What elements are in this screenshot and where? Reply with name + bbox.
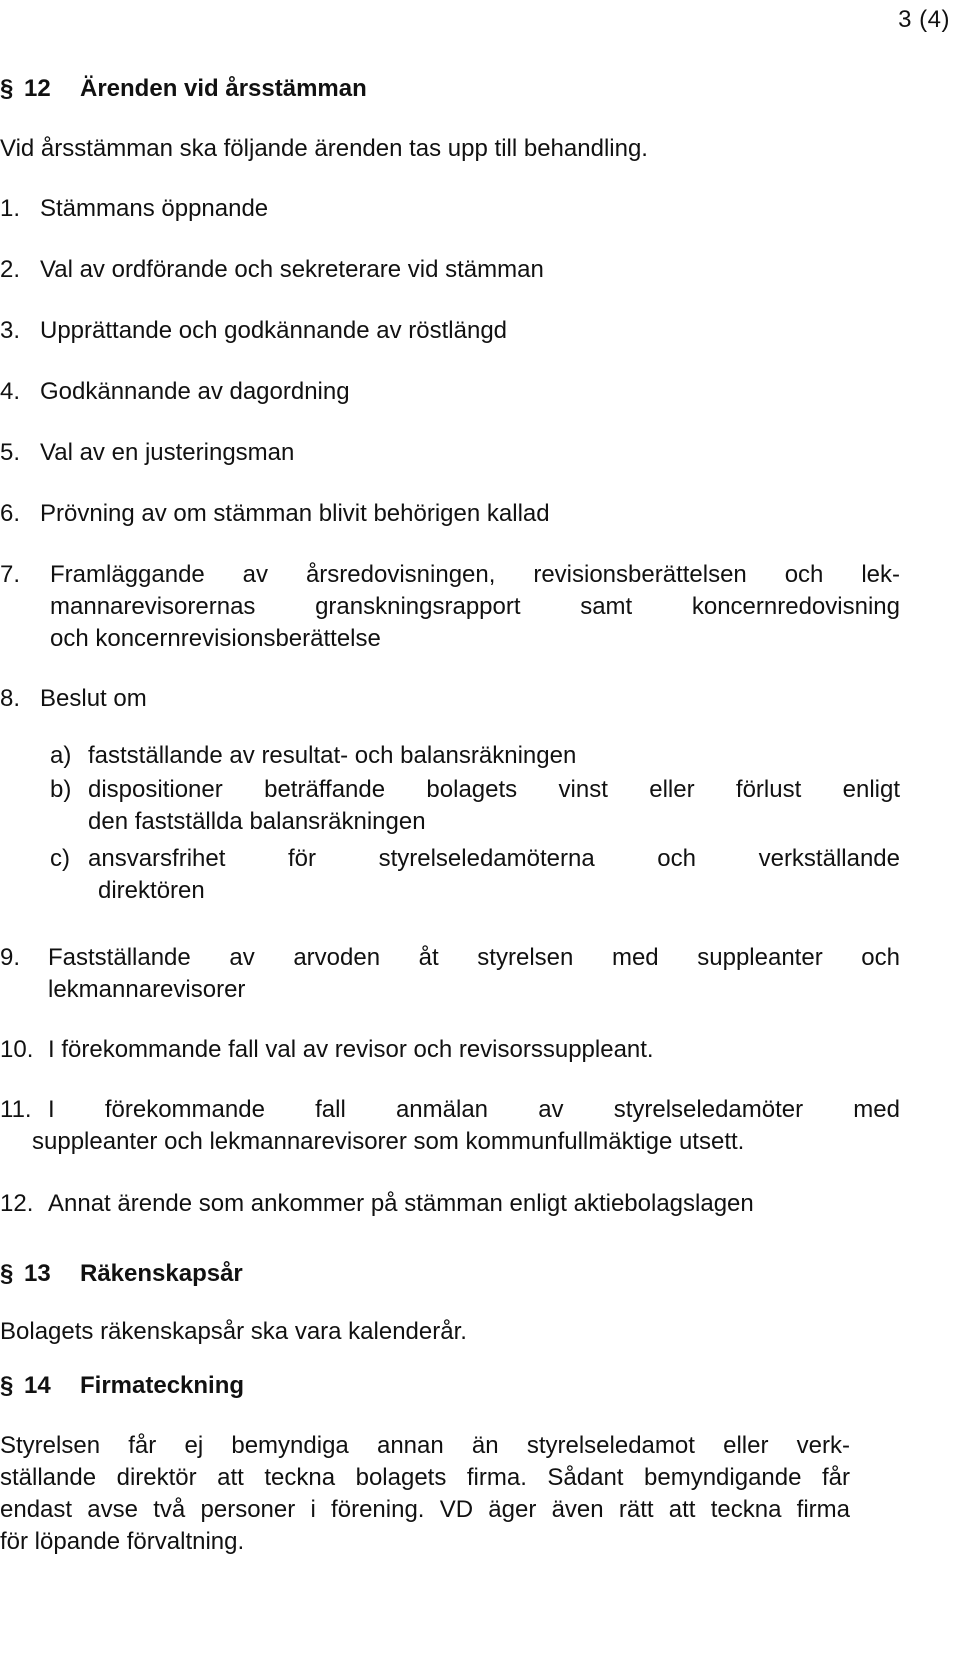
agenda-item-text: Beslut om: [40, 685, 147, 712]
decision-item-line: dispositioner beträffande bolagets vinst eller förlust enligt: [88, 776, 900, 803]
section-intro: Vid årsstämman ska följande ärenden tas upp till behandling.: [0, 135, 648, 162]
section-text-line: för löpande förvaltning.: [0, 1528, 245, 1555]
section-heading-14: [0, 1370, 900, 1410]
agenda-item-12: [0, 1188, 900, 1220]
section-text-line: endast avse två personer i förening. VD äger även rätt att teckna firma: [0, 1496, 850, 1523]
agenda-item-10: [0, 1034, 900, 1066]
agenda-item-text: Godkännande av dagordning: [40, 378, 350, 405]
section-sign: §: [0, 1260, 14, 1287]
decision-item-text: [88, 774, 900, 838]
agenda-item-text: Stämmans öppnande: [40, 195, 269, 222]
agenda-item-3: [0, 315, 900, 347]
section-title: Firmateckning: [80, 1372, 245, 1399]
section-text: Bolagets räkenskapsår ska vara kalenderår.: [0, 1318, 467, 1345]
agenda-item-number: 7.: [0, 561, 21, 588]
agenda-item-9: [0, 942, 900, 1006]
section-number: 13: [24, 1260, 51, 1287]
agenda-item-4: [0, 376, 900, 408]
decision-item-line: direktören: [98, 877, 205, 904]
agenda-item-line: och koncernrevisionsberättelse: [50, 625, 381, 652]
agenda-item-text: [48, 942, 900, 1006]
agenda-item-text: Val av ordförande och sekreterare vid stämman: [40, 256, 544, 283]
decision-item-label: c): [50, 845, 70, 872]
agenda-item-number: 5.: [0, 439, 21, 466]
section-title: Ärenden vid årsstämman: [80, 75, 367, 102]
agenda-item-text: Prövning av om stämman blivit behörigen kallad: [40, 500, 550, 527]
agenda-item-number: 6.: [0, 500, 21, 527]
agenda-item-text: [50, 559, 900, 655]
decision-item-a: [0, 740, 900, 772]
section-text-line: Styrelsen får ej bemyndiga annan än styrelseledamot eller verk-: [0, 1432, 850, 1459]
agenda-item-number: 9.: [0, 944, 21, 971]
agenda-item-number: 11.: [0, 1096, 32, 1123]
section-title: Räkenskapsår: [80, 1260, 243, 1287]
decision-item-line: ansvarsfrihet för styrelseledamöterna och verkställande: [88, 845, 900, 872]
agenda-item-number: 1.: [0, 195, 21, 222]
agenda-item-text: Val av en justeringsman: [40, 439, 295, 466]
agenda-item-number: 8.: [0, 685, 21, 712]
agenda-item-7: [0, 559, 900, 655]
agenda-item-text: I förekommande fall val av revisor och revisorssuppleant.: [48, 1036, 654, 1063]
agenda-item-5: [0, 437, 900, 469]
agenda-item-text: Annat ärende som ankommer på stämman enligt aktiebolagslagen: [48, 1190, 754, 1217]
decision-item-b: [0, 774, 900, 838]
section-sign: §: [0, 1372, 14, 1399]
section-number: 14: [24, 1372, 51, 1399]
decision-item-text: fastställande av resultat- och balansräkningen: [88, 742, 577, 769]
agenda-item-6: [0, 498, 900, 530]
agenda-item-line: suppleanter och lekmannarevisorer som kommunfullmäktige utsett.: [32, 1128, 745, 1155]
section-text: [0, 1430, 850, 1558]
section-heading-12: [0, 73, 900, 113]
document-body: [0, 73, 900, 1558]
agenda-item-line: mannarevisorernas granskningsrapport samt koncernredovisning: [50, 593, 900, 620]
decision-item-line: den fastställda balansräkningen: [88, 808, 426, 835]
agenda-item-text: Upprättande och godkännande av röstlängd: [40, 317, 508, 344]
decision-item-label: a): [50, 742, 72, 769]
section-text-line: ställande direktör att teckna bolagets firma. Sådant bemyndigande får: [0, 1464, 850, 1491]
section-heading-13: [0, 1258, 900, 1298]
decision-item-label: b): [50, 776, 72, 803]
decision-item-text: [88, 843, 900, 907]
decision-list: [0, 740, 900, 907]
agenda-list: [0, 193, 900, 1220]
agenda-item-number: 3.: [0, 317, 21, 344]
agenda-item-1: [0, 193, 900, 225]
agenda-item-line: lekmannarevisorer: [48, 976, 246, 1003]
agenda-item-number: 4.: [0, 378, 21, 405]
agenda-item-8: [0, 683, 900, 715]
decision-item-c: [0, 843, 900, 907]
section-number: 12: [24, 75, 51, 102]
agenda-item-number: 12.: [0, 1190, 34, 1217]
agenda-item-2: [0, 254, 900, 286]
agenda-item-line: Fastställande av arvoden åt styrelsen med suppleanter och: [48, 944, 900, 971]
agenda-item-line: Framläggande av årsredovisningen, revisionsberättelsen och lek-: [50, 561, 900, 588]
agenda-item-number: 2.: [0, 256, 21, 283]
agenda-item-11: [0, 1094, 900, 1158]
agenda-item-number: 10.: [0, 1036, 34, 1063]
page-number: 3 (4): [898, 6, 950, 33]
agenda-item-line: I förekommande fall anmälan av styrelseledamöter med: [48, 1096, 900, 1123]
section-sign: §: [0, 75, 14, 102]
